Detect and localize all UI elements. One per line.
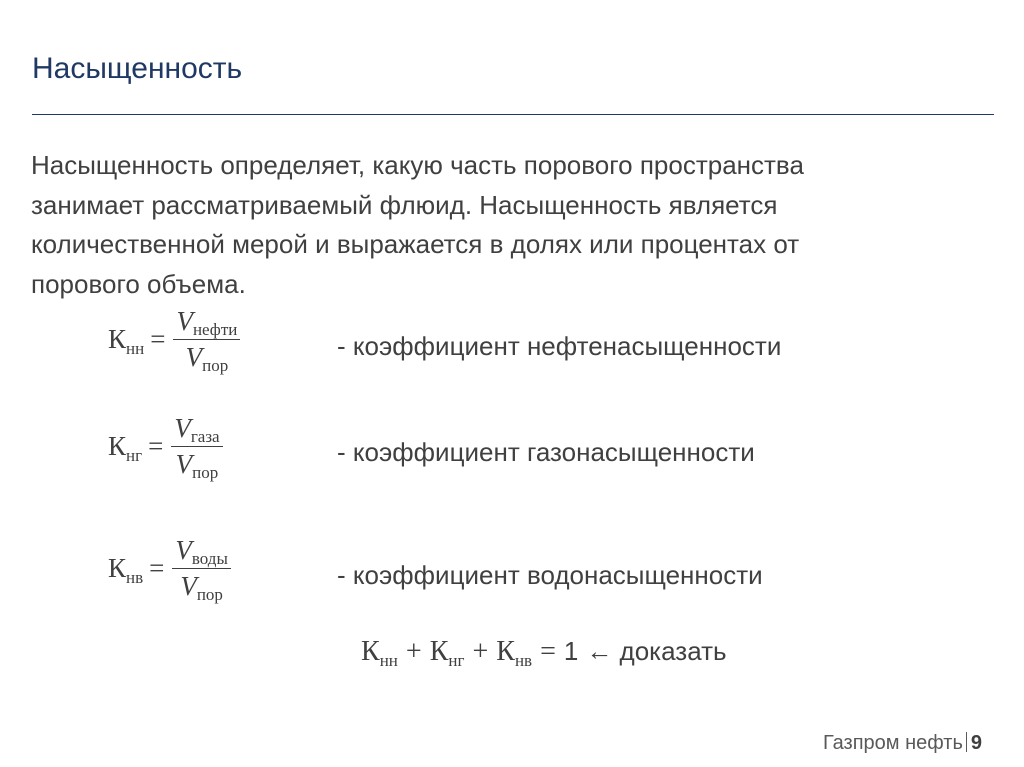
denominator-variable: V bbox=[175, 449, 193, 479]
fraction-numerator bbox=[171, 413, 222, 447]
numerator-subscript: воды bbox=[191, 549, 228, 568]
prove-note: ← доказать bbox=[586, 636, 727, 666]
title-divider bbox=[32, 114, 994, 115]
denominator-variable: V bbox=[180, 571, 197, 601]
footer-separator bbox=[966, 732, 967, 752]
formula-symbol: К bbox=[108, 553, 127, 583]
denominator-subscript: пор bbox=[202, 356, 229, 375]
formula-symbol-subscript: нг bbox=[126, 446, 143, 465]
numerator-subscript: нефти bbox=[192, 320, 238, 339]
fraction-denominator bbox=[183, 340, 232, 373]
sum-rhs: 1 bbox=[563, 636, 579, 666]
equals-sign: = bbox=[148, 431, 164, 461]
sum-term-symbol: К bbox=[361, 636, 380, 667]
fraction bbox=[173, 306, 240, 373]
numerator-variable: V bbox=[176, 306, 193, 336]
body-line: Насыщенность определяет, какую часть порового пространства bbox=[31, 150, 804, 180]
equals-sign: = bbox=[149, 553, 165, 583]
fraction bbox=[172, 535, 231, 602]
formula-description: - коэффициент газонасыщенности bbox=[337, 437, 755, 467]
equals-sign: = bbox=[540, 636, 556, 667]
slide-footer bbox=[823, 729, 982, 755]
sum-equation bbox=[361, 636, 727, 668]
slide-title: Насыщенность bbox=[32, 52, 243, 85]
body-line: количественной мерой и выражается в долях или процентах от bbox=[31, 229, 800, 259]
numerator-subscript: газа bbox=[190, 427, 220, 446]
sum-term-symbol: К bbox=[429, 636, 449, 667]
fraction-denominator bbox=[173, 447, 222, 480]
fraction-denominator bbox=[177, 569, 226, 602]
sum-term-subscript: нг bbox=[448, 651, 465, 670]
body-paragraph bbox=[31, 146, 991, 304]
sum-term-subscript: нн bbox=[379, 651, 398, 670]
formula-description: - коэффициент нефтенасыщенности bbox=[337, 331, 782, 361]
formula-symbol: К bbox=[108, 431, 127, 461]
denominator-subscript: пор bbox=[196, 585, 223, 604]
page-number: 9 bbox=[970, 732, 982, 754]
fraction-numerator bbox=[173, 306, 240, 340]
formula-symbol-subscript: нн bbox=[126, 339, 145, 358]
fraction bbox=[171, 413, 222, 480]
equals-sign: = bbox=[150, 324, 166, 354]
formula-symbol: К bbox=[108, 324, 127, 354]
plus-sign: + bbox=[472, 636, 489, 667]
sum-term-subscript: нв bbox=[514, 651, 533, 670]
formula-water-saturation bbox=[108, 535, 231, 602]
footer-brand: Газпром нефть bbox=[822, 732, 963, 754]
sum-term-symbol: К bbox=[496, 636, 515, 667]
body-line: занимает рассматриваемый флюид. Насыщенность является bbox=[31, 189, 778, 220]
body-line: порового объема. bbox=[31, 268, 246, 299]
numerator-variable: V bbox=[174, 413, 191, 443]
formula-gas-saturation bbox=[108, 413, 223, 480]
formula-oil-saturation bbox=[108, 306, 240, 373]
denominator-subscript: пор bbox=[192, 463, 219, 482]
denominator-variable: V bbox=[185, 342, 203, 372]
formula-symbol-subscript: нв bbox=[126, 568, 144, 587]
numerator-variable: V bbox=[175, 535, 192, 565]
sum-expression bbox=[361, 636, 564, 668]
formula-description: - коэффициент водонасыщенности bbox=[337, 560, 763, 590]
plus-sign: + bbox=[405, 636, 422, 667]
fraction-numerator bbox=[172, 535, 231, 569]
